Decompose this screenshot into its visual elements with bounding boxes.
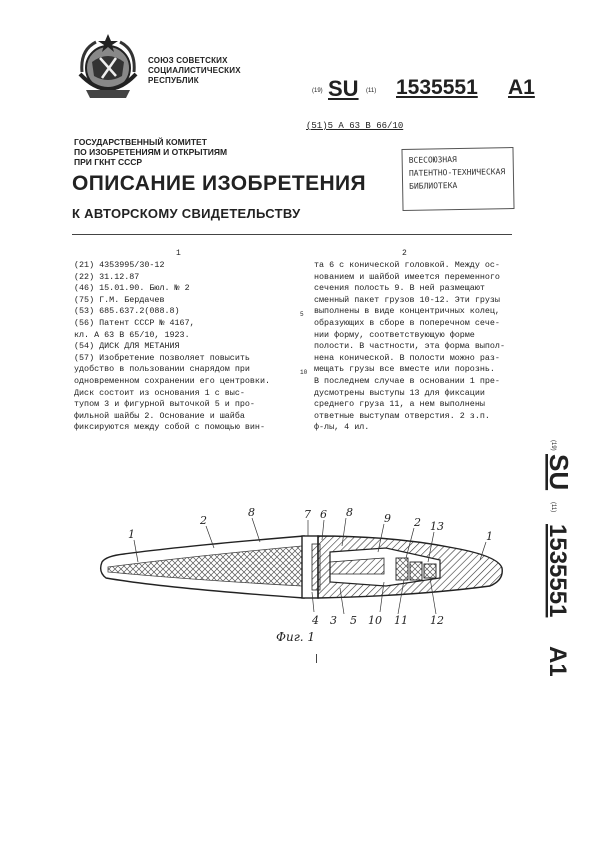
document-title: ОПИСАНИЕ ИЗОБРЕТЕНИЯ [72, 172, 367, 195]
text-line: (21) 4353995/30-12 [74, 260, 165, 270]
text-line: Диск состоит из основания 1 с выс- [74, 387, 245, 398]
column-number-1: 1 [176, 249, 181, 258]
text-line: ф-лы, 4 ил. [314, 422, 370, 433]
svg-text:6: 6 [320, 508, 327, 521]
text-line: среднего груза 11, а нем выполнены [314, 399, 485, 410]
text-line: кл. А 63 В 65/10, 1923. [74, 329, 190, 340]
text-line: (53) 685.637.2(088.8) [74, 306, 180, 317]
text-line: (75) Г.М. Бердачев [74, 294, 165, 305]
sidebar-patent-kind: A1 [544, 646, 571, 677]
text-line: фиксируются между собой с помощью вин- [74, 422, 265, 433]
sidebar-code-11: (11) [550, 502, 556, 513]
code-11: (11) [366, 88, 377, 94]
committee-name: ГОСУДАРСТВЕННЫЙ КОМИТЕТ ПО ИЗОБРЕТЕНИЯМ И ОТКРЫТИЯМ ПРИ ГКНТ СССР [74, 137, 228, 167]
figure-caption: Фиг. 1 [276, 630, 316, 644]
country-code: SU [328, 76, 359, 101]
header-divider [72, 234, 512, 235]
text-line: образующих в сборе в поперечном сече- [314, 317, 500, 328]
union-name: СОЮЗ СОВЕТСКИХ СОЦИАЛИСТИЧЕСКИХ РЕСПУБЛИК [148, 56, 241, 85]
text-line: та 6 с конической головкой. Между ос- [314, 260, 500, 270]
document-subtitle: К АВТОРСКОМУ СВИДЕТЕЛЬСТВУ [72, 206, 301, 221]
text-line: мещать грузы все вместе или порознь. [314, 364, 495, 375]
text-line: ответные выступам отверстия. 2 з.п. [314, 410, 490, 421]
library-stamp: ВСЕСОЮЗНАЯ ПАТЕНТНО-ТЕХНИЧЕСКАЯ БИБЛИОТЕКА [401, 147, 514, 211]
svg-text:10: 10 [368, 614, 382, 627]
text-line: нии форму, соответствующую форме [314, 329, 475, 340]
text-line: (54) ДИСК ДЛЯ МЕТАНИЯ [74, 341, 180, 352]
svg-text:8: 8 [346, 506, 353, 519]
text-line: удобство в пользовании снарядом при [74, 364, 250, 375]
abstract-column [314, 260, 518, 434]
text-line: (46) 15.01.90. Бюл. № 2 [74, 283, 190, 294]
sidebar-patent-number: 1535551 [544, 524, 571, 618]
text-line: полости. В частности, эта форма выпол- [314, 341, 505, 352]
text-line: фильной шайбы 2. Основание и шайба [74, 410, 245, 421]
text-line: (56) Патент СССР № 4167, [74, 317, 195, 328]
text-line: нованием и шайбой имеется переменного [314, 271, 500, 282]
ipc-classification: (51)5 A 63 B 66/10 [306, 121, 404, 131]
text-line: (57) Изобретение позволяет повысить [74, 352, 250, 363]
patent-number-line [312, 76, 572, 102]
svg-text:5: 5 [350, 614, 357, 627]
sidebar-country-code: SU [544, 454, 574, 491]
text-line: нена конической. В полости можно раз- [314, 352, 500, 363]
svg-text:9: 9 [384, 512, 391, 525]
svg-text:12: 12 [430, 614, 444, 627]
text-line: дусмотрены выступы 13 для фиксации [314, 387, 485, 398]
svg-text:1: 1 [486, 530, 493, 543]
svg-text:2: 2 [200, 514, 207, 527]
ussr-emblem-icon [72, 32, 144, 110]
svg-text:4: 4 [312, 614, 319, 627]
svg-text:2: 2 [414, 516, 421, 529]
svg-text:13: 13 [430, 520, 444, 533]
page-mark [316, 654, 317, 663]
text-line: одновременном сохранении его центровки. [74, 375, 271, 386]
sidebar-code-19: (19) [550, 440, 556, 451]
text-line: сечения полость 9. В ней размещают [314, 283, 485, 294]
text-line: тупом 3 и фигурной выточкой 5 и про- [74, 399, 255, 410]
text-line: сменный пакет грузов 10-12. Эти грузы [314, 294, 500, 305]
svg-text:7: 7 [304, 508, 311, 521]
bibliographic-column [74, 260, 296, 434]
svg-text:8: 8 [248, 506, 255, 519]
patent-number: 1535551 [396, 76, 478, 99]
svg-text:1: 1 [128, 528, 135, 541]
vertical-patent-number [530, 440, 590, 700]
svg-text:11: 11 [394, 614, 408, 627]
column-number-2: 2 [402, 249, 407, 258]
text-line: В последнем случае в основании 1 пре- [314, 375, 500, 386]
code-19: (19) [312, 88, 323, 94]
text-line: выполнены в виде концентричных колец, [314, 306, 500, 317]
text-line: (22) 31.12.87 [74, 271, 140, 282]
patent-kind: A1 [508, 76, 535, 99]
svg-text:3: 3 [330, 614, 337, 627]
